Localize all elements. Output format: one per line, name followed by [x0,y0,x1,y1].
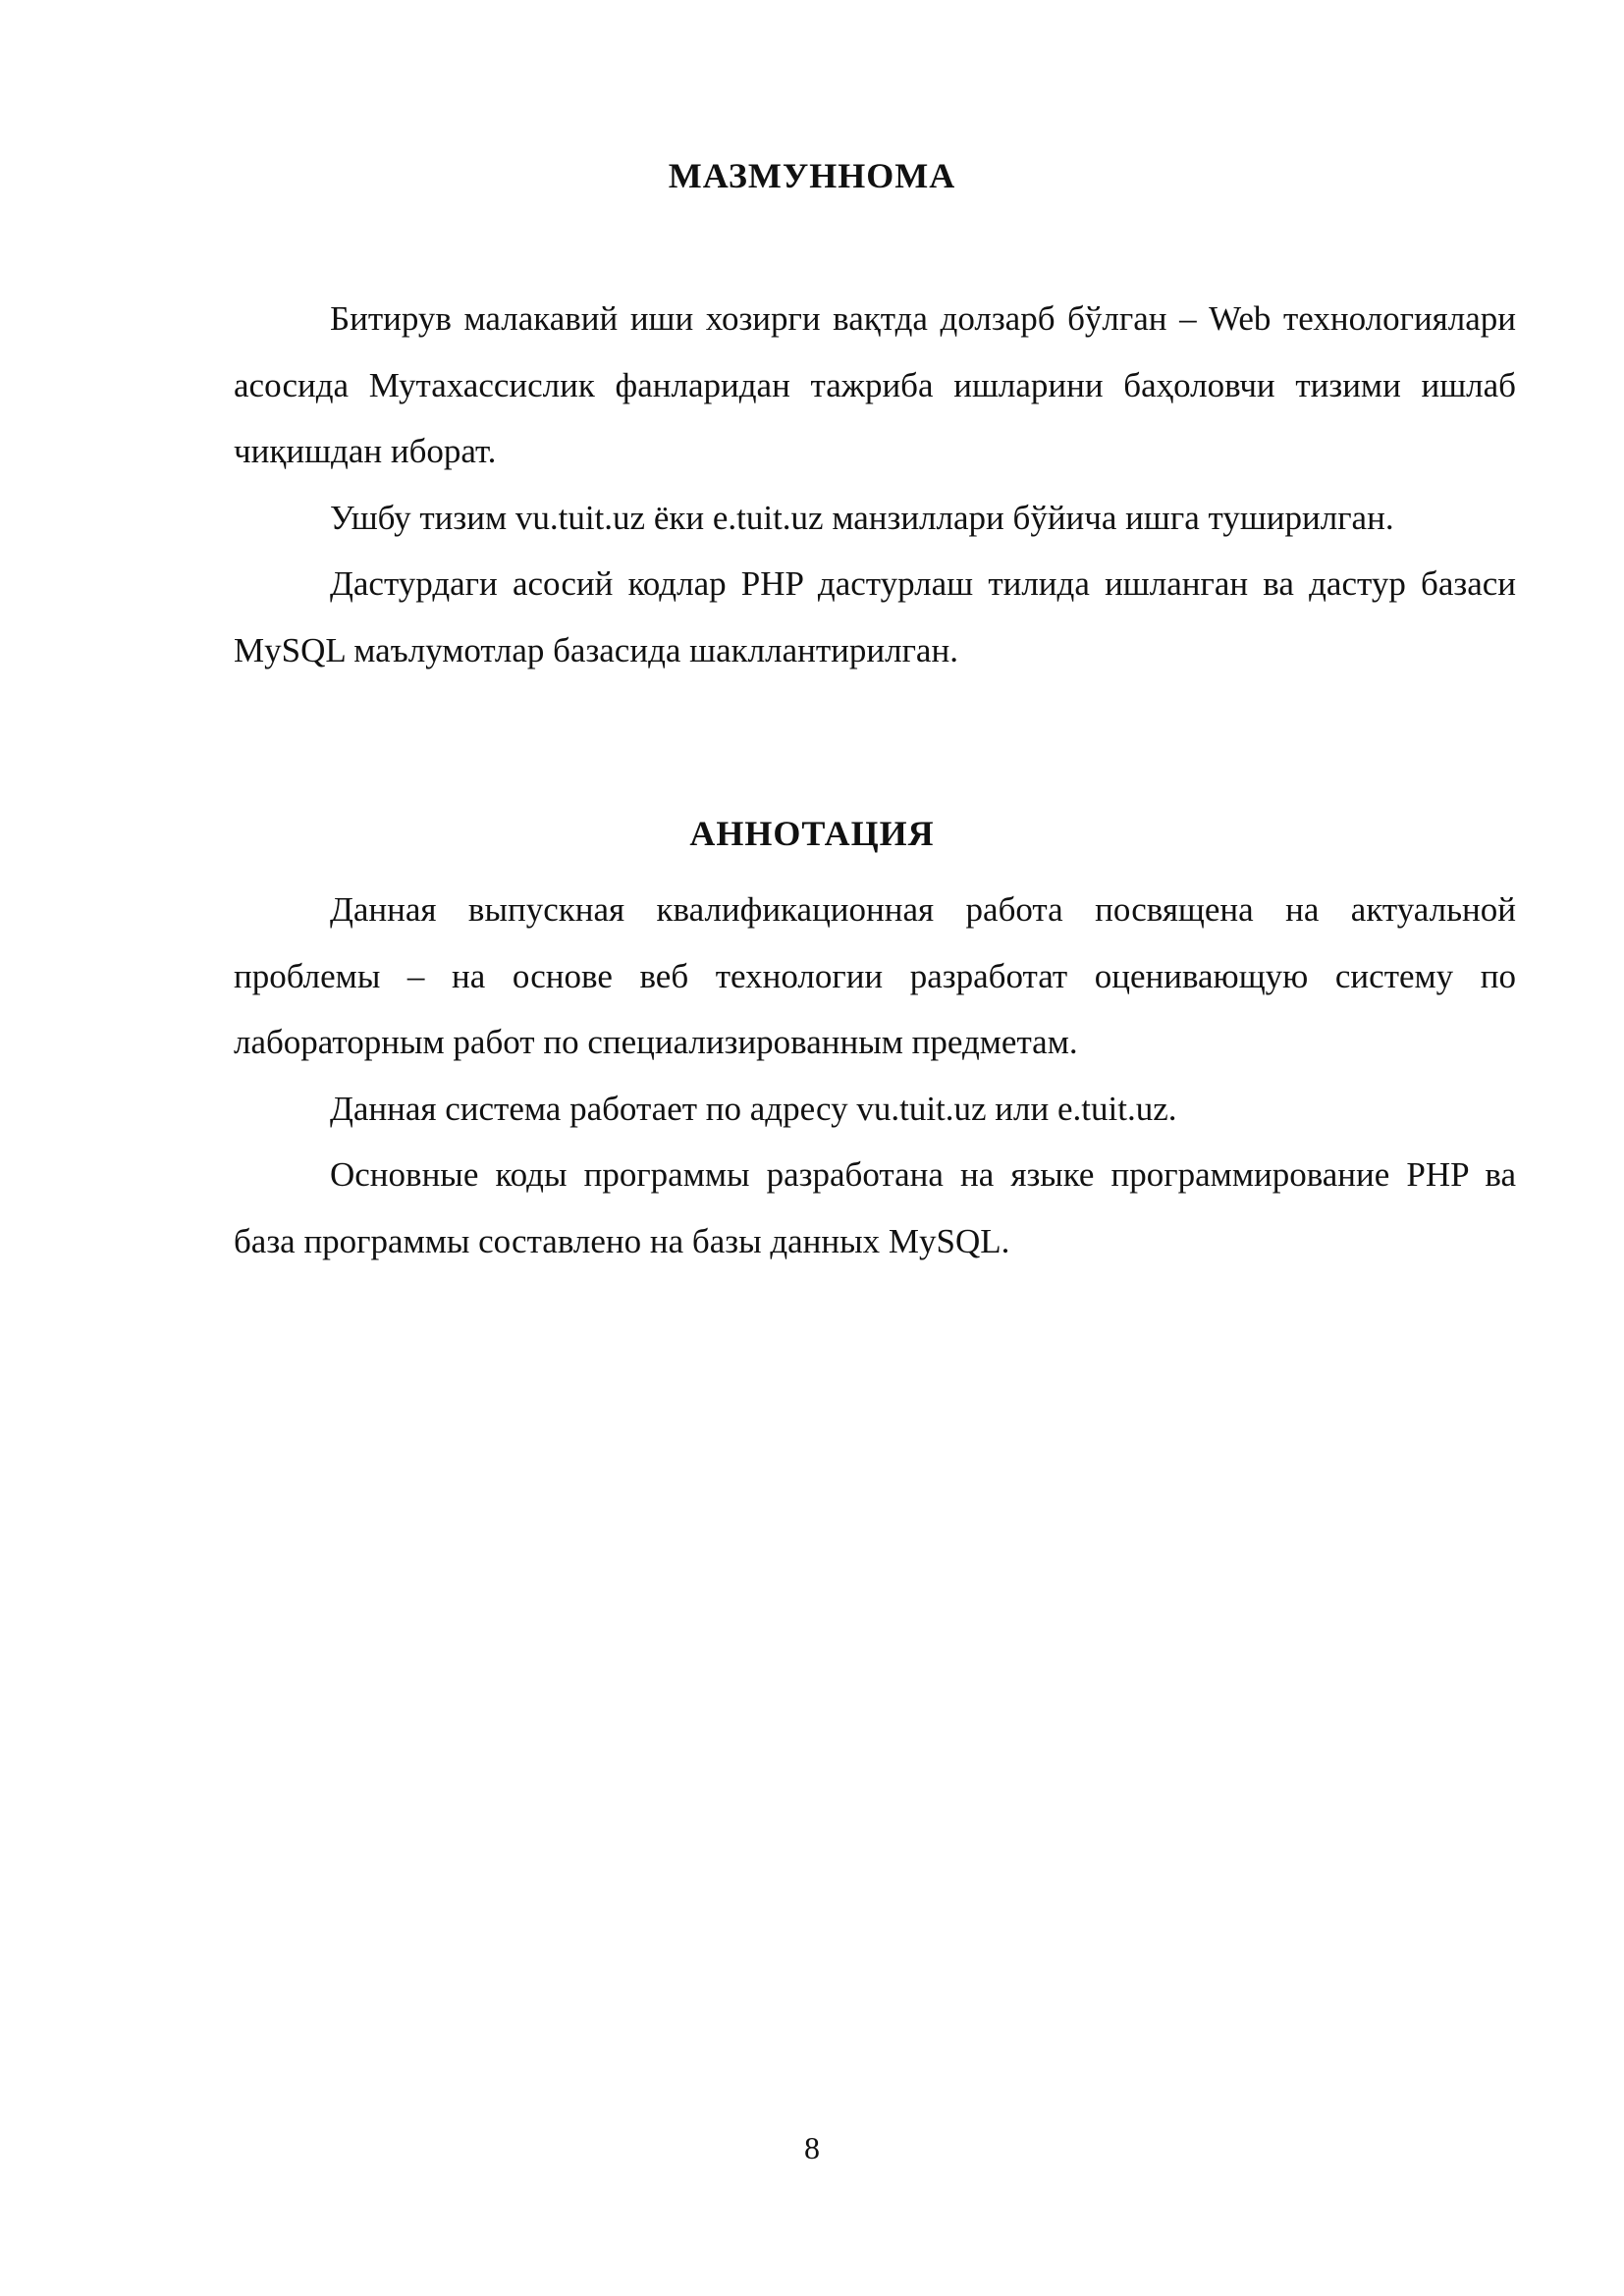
paragraph: Данная система работает по адресу vu.tuit.uz или e.tuit.uz. [330,1089,1177,1128]
paragraph: Данная выпускная квалификационная работа посвящена на актуальной проблемы – на основе веб технологии разработат оценивающую систему по лабораторным работ по специализированным предметам. [234,890,1516,1061]
annotation-section-russian [234,877,1516,1274]
summary-section-uzbek [234,286,1516,683]
section-title-annotation: АННОТАЦИЯ [689,814,935,853]
paragraph: Основные коды программы разработана на языке программирование PHP ва база программы составлено на базы данных MySQL. [234,1155,1516,1260]
paragraph: Битирув малакавий иши хозирги вақтда долзарб бўлган – Web технологиялари асосида Мутахассислик фанларидан тажриба ишларини баҳоловчи тизими ишлаб чиқишдан иборат. [234,299,1516,470]
section-title-mazmunnoma: МАЗМУННОМА [668,156,956,195]
page-number: 8 [804,2130,820,2165]
paragraph: Ушбу тизим vu.tuit.uz ёки e.tuit.uz манзиллари бўйича ишга туширилган. [330,498,1394,537]
paragraph: Дастурдаги асосий кодлар PHP дастурлаш тилида ишланган ва дастур базаси MySQL маълумотлар базасида шакллантирилган. [234,564,1516,669]
